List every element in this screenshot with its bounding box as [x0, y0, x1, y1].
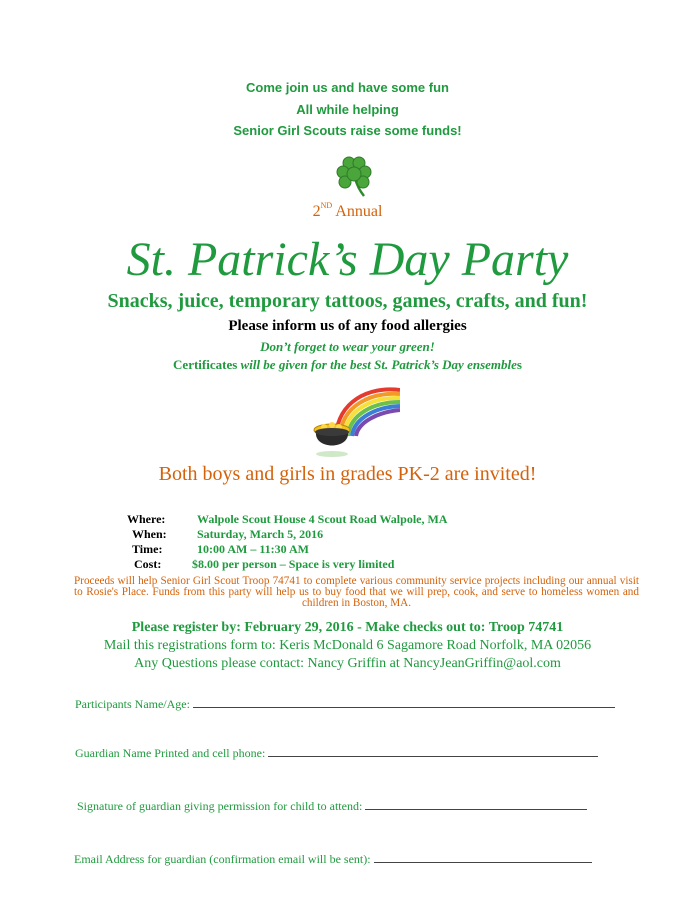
participants-field: [75, 696, 615, 712]
intro-line-3: Senior Girl Scouts raise some funds!: [233, 123, 462, 138]
participants-label: Participants Name/Age:: [75, 697, 190, 711]
where-value: Walpole Scout House 4 Scout Road Walpole, MA: [197, 512, 448, 526]
certificates-lead: Certificates: [173, 357, 238, 372]
when-value: Saturday, March 5, 2016: [197, 527, 324, 541]
email-field: [74, 851, 592, 867]
certificates-line: [0, 357, 695, 373]
activities-line: Snacks, juice, temporary tattoos, games, crafts, and fun!: [107, 290, 588, 312]
cost-label: Cost:: [134, 557, 162, 571]
rainbow-pot-of-gold-icon: [306, 384, 400, 458]
time-value: 10:00 AM – 11:30 AM: [197, 542, 309, 556]
email-label: Email Address for guardian (confirmation email will be sent):: [74, 852, 371, 866]
where-label: Where:: [127, 512, 166, 526]
questions-line: Any Questions please contact: Nancy Griffin at NancyJeanGriffin@aol.com: [134, 656, 561, 671]
participants-input-line[interactable]: [193, 696, 615, 708]
annual-label: Annual: [332, 203, 383, 220]
intro-line-1: Come join us and have some fun: [246, 80, 449, 95]
signature-label: Signature of guardian giving permission for child to attend:: [77, 799, 363, 813]
invited-line: Both boys and girls in grades PK-2 are invited!: [158, 463, 537, 485]
page-title: St. Patrick’s Day Party: [126, 233, 569, 286]
shamrock-icon: [333, 154, 377, 198]
cost-value: $8.00 per person – Space is very limited: [192, 557, 395, 571]
email-input-line[interactable]: [374, 851, 592, 863]
certificates-end: s: [516, 357, 522, 372]
intro-line-2: All while helping: [296, 102, 399, 117]
annual-ordinal-suffix: ND: [320, 201, 333, 210]
guardian-field: [75, 745, 598, 761]
wear-green-line: Don’t forget to wear your green!: [260, 339, 435, 354]
time-label: Time:: [132, 542, 163, 556]
signature-input-line[interactable]: [365, 798, 587, 810]
guardian-label: Guardian Name Printed and cell phone:: [75, 746, 266, 760]
register-line: Please register by: February 29, 2016 - Make checks out to: Troop 74741: [131, 620, 564, 635]
when-label: When:: [132, 527, 167, 541]
certificates-middle: will be given for the best St. Patrick’s Day ensemble: [237, 357, 517, 372]
annual-heading: [0, 201, 695, 221]
annual-ordinal: 2: [312, 203, 321, 220]
signature-field: [77, 798, 587, 814]
mail-line: Mail this registrations form to: Keris McDonald 6 Sagamore Road Norfolk, MA 02056: [103, 638, 592, 653]
allergy-notice: Please inform us of any food allergies: [228, 318, 467, 334]
proceeds-paragraph: Proceeds will help Senior Girl Scout Troop 74741 to complete various community service projects including our annual visit to Rosie's Place. Funds from this party will help us to buy food that we will prep, cook, and serve to homeless women and children in Boston, MA.: [74, 575, 639, 609]
guardian-input-line[interactable]: [268, 745, 598, 757]
